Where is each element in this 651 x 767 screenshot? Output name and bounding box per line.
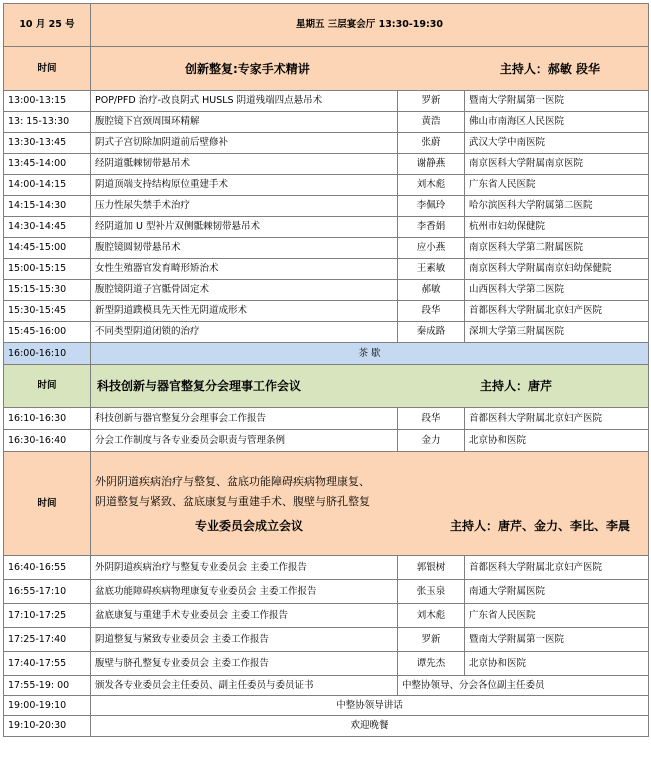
section-host: 主持人：郝敏 段华 [499,61,600,76]
break-time: 16:00-16:10 [4,343,91,365]
schedule-row [4,301,649,322]
schedule-table [3,3,649,737]
row-speaker: 谢静燕 [398,154,465,175]
row-speaker: 罗新 [398,91,465,112]
row-topic: 压力性尿失禁手术治疗 [91,196,398,217]
row-time: 16:10-16:30 [4,408,91,430]
row-speaker: 王素敏 [398,259,465,280]
row-time: 17:25-17:40 [4,628,91,652]
row-org: 杭州市妇幼保健院 [465,217,649,238]
row-time: 14:15-14:30 [4,196,91,217]
row-time: 14:00-14:15 [4,175,91,196]
time-header: 时间 [4,452,91,556]
row-time: 16:40-16:55 [4,556,91,580]
row-speaker: 刘木彪 [398,175,465,196]
row-org: 深圳大学第三附属医院 [465,322,649,343]
row-org: 南京医科大学附属南京医院 [465,154,649,175]
section-header [91,365,649,408]
schedule-row [4,91,649,112]
schedule-row [4,580,649,604]
row-speaker: 段华 [398,301,465,322]
schedule-row [4,133,649,154]
row-topic: 科技创新与器官整复分会理事会工作报告 [91,408,398,430]
row-topic: 腹腔镜圆韧带悬吊术 [91,238,398,259]
section-host: 主持人：唐芹 [479,379,552,393]
row-topic: 女性生殖器官发育畸形矫治术 [91,259,398,280]
row-topic: 新型阴道蹼模具先天性无阴道成形术 [91,301,398,322]
section-title: 创新整复:专家手术精讲 [185,61,310,76]
row-time: 14:30-14:45 [4,217,91,238]
time-header: 时间 [4,365,91,408]
row-time: 15:15-15:30 [4,280,91,301]
row-topic: 阴式子宫切除加阴道前后壁修补 [91,133,398,154]
row-time: 13:45-14:00 [4,154,91,175]
schedule-row [4,196,649,217]
schedule-row [4,604,649,628]
row-org: 南通大学附属医院 [465,580,649,604]
section-host: 主持人：唐芹、金力、李比、李晨 [449,518,630,533]
row-topic: 阴道顶端支持结构原位重建手术 [91,175,398,196]
row-org: 首都医科大学附属北京妇产医院 [465,408,649,430]
committee-list-line: 阴道整复与紧致、盆底康复与重建手术、腹壁与脐孔整复 [95,494,370,508]
row-topic: 经阴道加 U 型补片双侧骶棘韧带悬吊术 [91,217,398,238]
row-org: 暨南大学附属第一医院 [465,628,649,652]
schedule-row [4,652,649,676]
time-header: 时间 [4,47,91,91]
row-org: 广东省人民医院 [465,175,649,196]
row-topic: 腹壁与脐孔整复专业委员会 主委工作报告 [91,652,398,676]
section-header [91,452,649,556]
row-time: 13:00-13:15 [4,91,91,112]
row-topic: 不同类型阴道闭锁的治疗 [91,322,398,343]
row-topic: 外阴阴道疾病治疗与整复专业委员会 主委工作报告 [91,556,398,580]
row-time: 15:30-15:45 [4,301,91,322]
schedule-row [4,556,649,580]
row-org: 广东省人民医院 [465,604,649,628]
row-time: 16:30-16:40 [4,430,91,452]
row-org: 北京协和医院 [465,430,649,452]
row-speaker: 段华 [398,408,465,430]
row-speaker: 郝敏 [398,280,465,301]
row-speaker: 刘木彪 [398,604,465,628]
row-speaker: 罗新 [398,628,465,652]
row-topic: POP/PFD 治疗-改良阴式 HUSLS 阴道残端四点悬吊术 [91,91,398,112]
schedule-row [4,280,649,301]
row-org: 佛山市南海区人民医院 [465,112,649,133]
row-time: 14:45-15:00 [4,238,91,259]
row-time: 15:45-16:00 [4,322,91,343]
row-speaker: 张蔚 [398,133,465,154]
schedule-row [4,408,649,430]
row-org: 首都医科大学附属北京妇产医院 [465,556,649,580]
row-speaker: 李香娟 [398,217,465,238]
schedule-row [4,322,649,343]
row-speaker: 黄浩 [398,112,465,133]
row-speaker: 秦成路 [398,322,465,343]
row-speaker: 李佩玲 [398,196,465,217]
row-topic: 颁发各专业委员会主任委员、副主任委员与委员证书 [91,676,398,696]
row-org: 南京医科大学附属南京妇幼保健院 [465,259,649,280]
row-time: 13: 15-13:30 [4,112,91,133]
row-speaker: 谭先杰 [398,652,465,676]
schedule-row [4,628,649,652]
row-presenters: 中整协领导、分会各位副主任委员 [398,676,649,696]
schedule-row [4,175,649,196]
row-time: 19:10-20:30 [4,716,91,737]
schedule-row [4,154,649,175]
row-time: 16:55-17:10 [4,580,91,604]
schedule-row [4,238,649,259]
row-org: 武汉大学中南医院 [465,133,649,154]
section-title: 科技创新与器官整复分会理事工作会议 [97,379,302,393]
row-time: 19:00-19:10 [4,696,91,716]
dinner-label: 欢迎晚餐 [91,716,649,737]
row-org: 哈尔滨医科大学附属第二医院 [465,196,649,217]
schedule-row [4,217,649,238]
row-topic: 腹腔镜下宫颈周围环精解 [91,112,398,133]
row-time: 17:55-19: 00 [4,676,91,696]
row-topic: 分会工作制度与各专业委员会职责与管理条例 [91,430,398,452]
row-org: 暨南大学附属第一医院 [465,91,649,112]
row-speaker: 金力 [398,430,465,452]
row-time: 17:40-17:55 [4,652,91,676]
row-org: 首都医科大学附属北京妇产医院 [465,301,649,322]
day-venue-title: 星期五 三层宴会厅 13:30-19:30 [91,4,649,47]
row-topic: 阴道整复与紧致专业委员会 主委工作报告 [91,628,398,652]
break-label: 茶 歇 [91,343,649,365]
row-time: 17:10-17:25 [4,604,91,628]
row-topic: 盆底康复与重建手术专业委员会 主委工作报告 [91,604,398,628]
schedule-row [4,430,649,452]
row-time: 15:00-15:15 [4,259,91,280]
row-time: 13:30-13:45 [4,133,91,154]
speech-label: 中整协领导讲话 [91,696,649,716]
section-header [91,47,649,91]
row-org: 北京协和医院 [465,652,649,676]
row-speaker: 郭银树 [398,556,465,580]
date-cell: 10 月 25 号 [4,4,91,47]
row-topic: 经阴道骶棘韧带悬吊术 [91,154,398,175]
row-speaker: 张玉泉 [398,580,465,604]
row-speaker: 应小燕 [398,238,465,259]
row-topic: 盆底功能障碍疾病物理康复专业委员会 主委工作报告 [91,580,398,604]
row-org: 南京医科大学第二附属医院 [465,238,649,259]
row-org: 山西医科大学第二医院 [465,280,649,301]
schedule-row [4,112,649,133]
committee-list-line: 外阴阴道疾病治疗与整复、盆底功能障碍疾病物理康复、 [95,474,370,488]
row-topic: 腹腔镜阴道子宫骶骨固定术 [91,280,398,301]
section-title: 专业委员会成立会议 [195,518,304,533]
schedule-row [4,259,649,280]
